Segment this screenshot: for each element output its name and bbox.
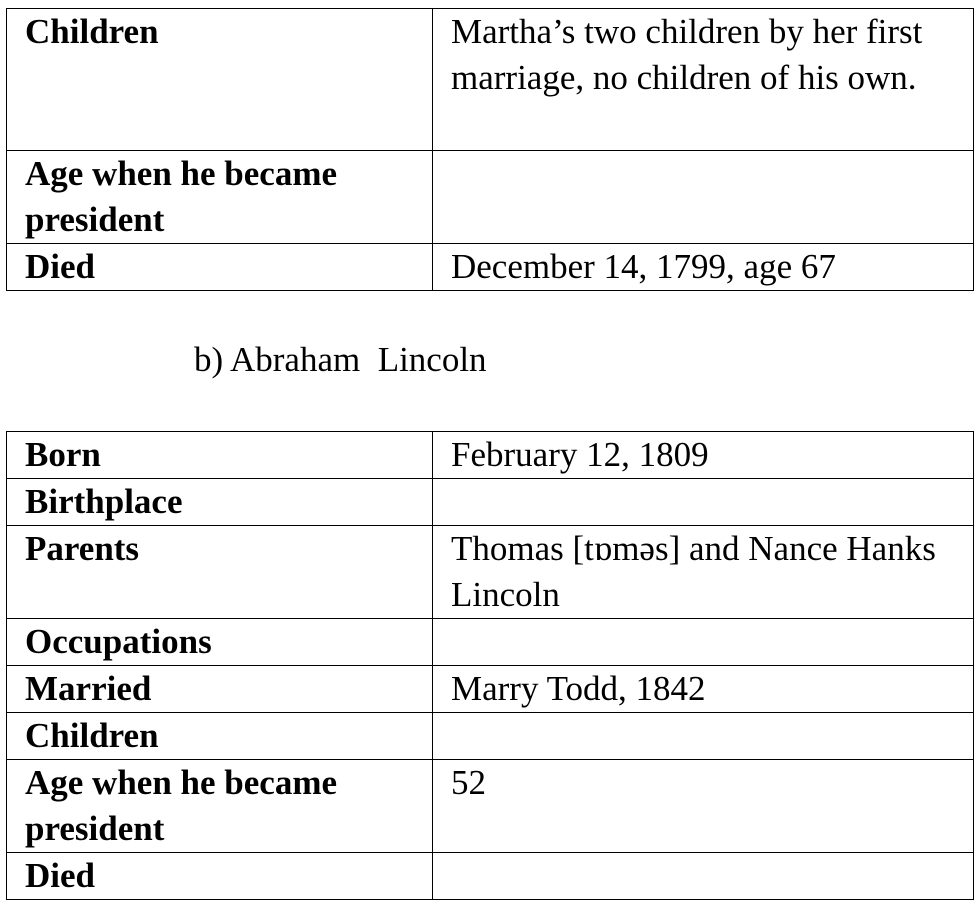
row-value-occupations bbox=[433, 619, 974, 666]
row-label-children: Children bbox=[7, 9, 433, 151]
row-label-parents: Parents bbox=[7, 526, 433, 619]
table-row bbox=[7, 432, 974, 479]
row-label-married: Married bbox=[7, 666, 433, 713]
lincoln-info-table bbox=[6, 431, 974, 900]
row-value-born: February 12, 1809 bbox=[433, 432, 974, 479]
row-value-children: Martha’s two children by her first marriage, no children of his own. bbox=[433, 9, 974, 151]
table-row bbox=[7, 526, 974, 619]
row-label-born: Born bbox=[7, 432, 433, 479]
table-row bbox=[7, 619, 974, 666]
row-label-died: Died bbox=[7, 244, 433, 291]
table-row bbox=[7, 9, 974, 151]
row-label-birthplace: Birthplace bbox=[7, 479, 433, 526]
row-value-died: December 14, 1799, age 67 bbox=[433, 244, 974, 291]
row-label-occupations: Occupations bbox=[7, 619, 433, 666]
table-row bbox=[7, 244, 974, 291]
table-row bbox=[7, 713, 974, 760]
row-label-age-president: Age when he became president bbox=[7, 760, 433, 853]
section-heading-lincoln: b) Abraham Lincoln bbox=[194, 340, 487, 379]
table-row bbox=[7, 479, 974, 526]
table-row bbox=[7, 151, 974, 244]
table-row bbox=[7, 853, 974, 900]
row-value-died bbox=[433, 853, 974, 900]
row-value-parents: Thomas [tɒməs] and Nance Hanks Lincoln bbox=[433, 526, 974, 619]
row-value-age-president bbox=[433, 151, 974, 244]
row-value-married: Marry Todd, 1842 bbox=[433, 666, 974, 713]
row-value-birthplace bbox=[433, 479, 974, 526]
table-row bbox=[7, 760, 974, 853]
row-label-died: Died bbox=[7, 853, 433, 900]
row-label-children: Children bbox=[7, 713, 433, 760]
table-row bbox=[7, 666, 974, 713]
washington-info-table bbox=[6, 8, 974, 291]
row-value-age-president: 52 bbox=[433, 760, 974, 853]
row-label-age-president: Age when he became president bbox=[7, 151, 433, 244]
row-value-children bbox=[433, 713, 974, 760]
